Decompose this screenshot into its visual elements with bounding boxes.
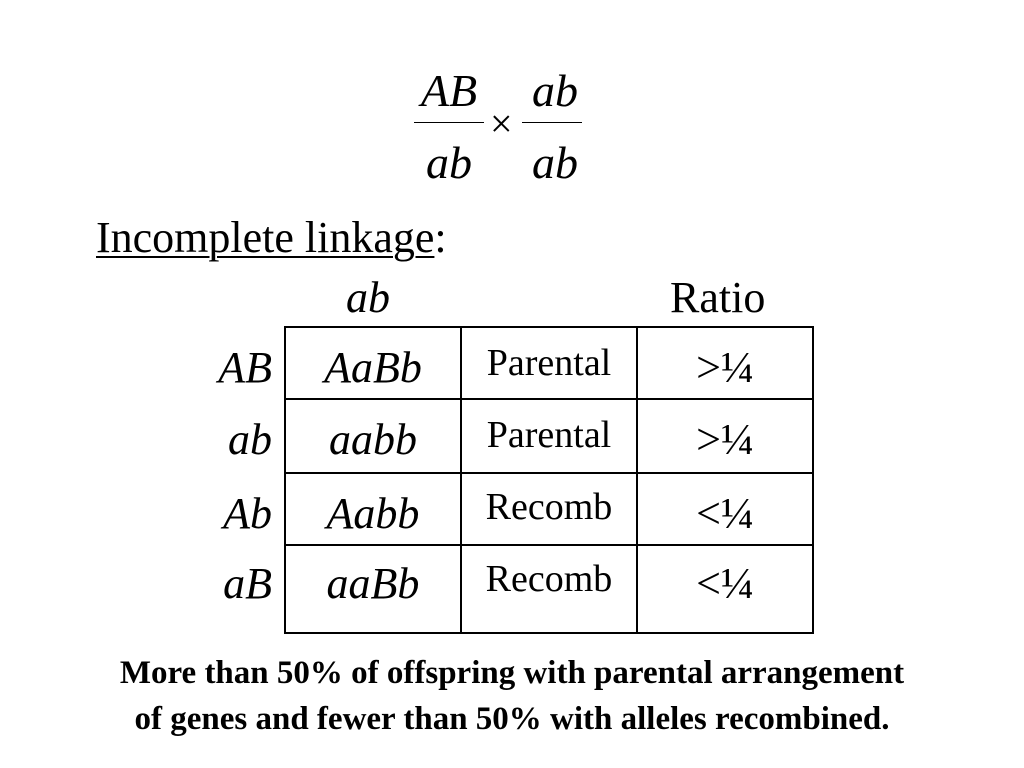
row-gamete-label: aB (223, 559, 272, 608)
row-gamete-label: Ab (223, 489, 272, 538)
left-fraction-bar (414, 122, 484, 123)
ratio-cell: <¼ (696, 489, 754, 538)
right-fraction-denominator: ab (532, 137, 578, 188)
type-cell: Parental (486, 414, 612, 456)
footer-line-2: of genes and fewer than 50% with alleles recombined. (134, 701, 890, 737)
right-fraction-numerator: ab (532, 65, 578, 116)
right-fraction-bar (522, 122, 582, 123)
section-heading (96, 214, 447, 262)
grid-divider (286, 544, 812, 546)
heading-colon: : (434, 213, 447, 262)
genotype-cell: aaBb (326, 559, 420, 608)
grid-divider (286, 472, 812, 474)
heading-text: Incomplete linkage (96, 213, 435, 262)
column-header-gamete: ab (346, 273, 390, 322)
type-cell: Recomb (485, 558, 613, 600)
footer-line-1: More than 50% of offspring with parental arrangement (119, 655, 905, 691)
footer-caption (0, 650, 1024, 742)
genotype-cell: aabb (329, 415, 417, 464)
genotype-cell: AaBb (324, 343, 422, 392)
left-fraction-denominator: ab (426, 137, 472, 188)
ratio-cell: >¼ (696, 415, 754, 464)
ratio-cell: >¼ (696, 343, 754, 392)
type-cell: Recomb (485, 486, 613, 528)
column-header-ratio: Ratio (670, 273, 766, 322)
left-fraction-numerator: AB (420, 65, 478, 116)
grid-divider (286, 398, 812, 400)
times-operator: × (490, 101, 513, 146)
genotype-cell: Aabb (326, 489, 420, 538)
ratio-cell: <¼ (696, 559, 754, 608)
type-cell: Parental (486, 342, 612, 384)
row-gamete-label: AB (218, 343, 272, 392)
row-gamete-label: ab (228, 415, 272, 464)
